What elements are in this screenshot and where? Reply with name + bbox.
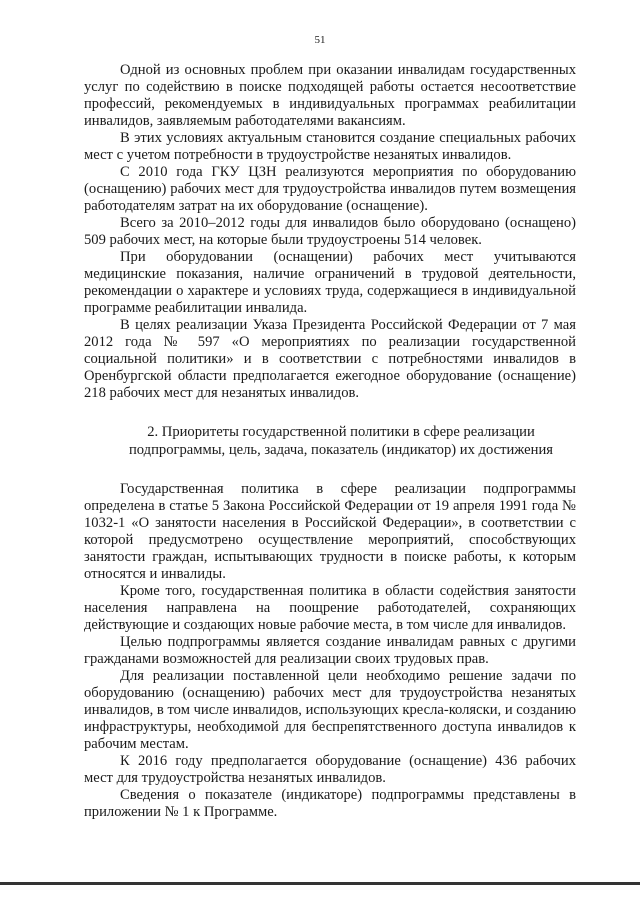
paragraph: К 2016 году предполагается оборудование (оснащение) 436 рабочих мест для трудоустройства незанятых инвалидов. — [84, 753, 576, 786]
section-intro — [84, 62, 576, 402]
paragraph: Государственная политика в сфере реализации подпрограммы определена в статье 5 Закона Российской Федерации от 19 апреля 1991 года № 1032-1 «О занятости населения в Российской Федерации», в соответствии с которой предусмотрено осуществление мероприятий, способствующих занятости граждан, испытывающих трудности в поиске работы, к которым относятся и инвалиды. — [84, 481, 576, 582]
paragraph: В этих условиях актуальным становится создание специальных рабочих мест с учетом потребности в трудоустройстве незанятых инвалидов. — [84, 130, 576, 163]
paragraph: Сведения о показателе (индикаторе) подпрограммы представлены в приложении № 1 к Программе. — [84, 787, 576, 820]
paragraph: Кроме того, государственная политика в области содействия занятости населения направлена на поощрение работодателей, сохраняющих действующие и создающих новые рабочие места, в том числе для инвалидов. — [84, 583, 576, 633]
paragraph: Для реализации поставленной цели необходимо решение задачи по оборудованию (оснащению) рабочих мест для трудоустройства незанятых инвалидов, в том числе инвалидов, использующих кресла-коляски, и созданию инфраструктуры, необходимой для беспрепятственного доступа инвалидов к рабочим местам. — [84, 668, 576, 752]
paragraph: При оборудовании (оснащении) рабочих мест учитываются медицинские показания, наличие ограничений в трудовой деятельности, рекомендации о характере и условиях труда, содержащиеся в индивидуальной программе реабилитации инвалида. — [84, 249, 576, 316]
paragraph: Всего за 2010–2012 годы для инвалидов было оборудовано (оснащено) 509 рабочих мест, на которые были трудоустроены 514 человек. — [84, 215, 576, 248]
page-content — [84, 62, 576, 821]
paragraph: Одной из основных проблем при оказании инвалидам государственных услуг по содействию в поиске подходящей работы остается несоответствие профессий, рекомендуемых в индивидуальных программах реабилитации инвалидов, заявляемым работодателями вакансиям. — [84, 62, 576, 129]
page-number: 51 — [314, 34, 326, 46]
section-heading-line-1: 2. Приоритеты государственной политики в сфере реализации — [147, 424, 535, 440]
section-priorities — [84, 481, 576, 821]
paragraph: С 2010 года ГКУ ЦЗН реализуются мероприятия по оборудованию (оснащению) рабочих мест для трудоустройства инвалидов путем возмещения работодателям затрат на их оборудование (оснащение). — [84, 164, 576, 214]
paragraph: В целях реализации Указа Президента Российской Федерации от 7 мая 2012 года № 597 «О мероприятиях по реализации государственной социальной политики» и в соответствии с потребностями инвалидов в Оренбургской области предполагается ежегодное оборудование (оснащение) 218 рабочих мест для незанятых инвалидов. — [84, 317, 576, 401]
bottom-border-line — [0, 882, 640, 885]
section-heading-line-2: подпрограммы, цель, задача, показатель (индикатор) их достижения — [129, 441, 553, 458]
paragraph: Целью подпрограммы является создание инвалидам равных с другими гражданами возможностей для реализации своих трудовых прав. — [84, 634, 576, 667]
section-heading — [84, 424, 576, 459]
